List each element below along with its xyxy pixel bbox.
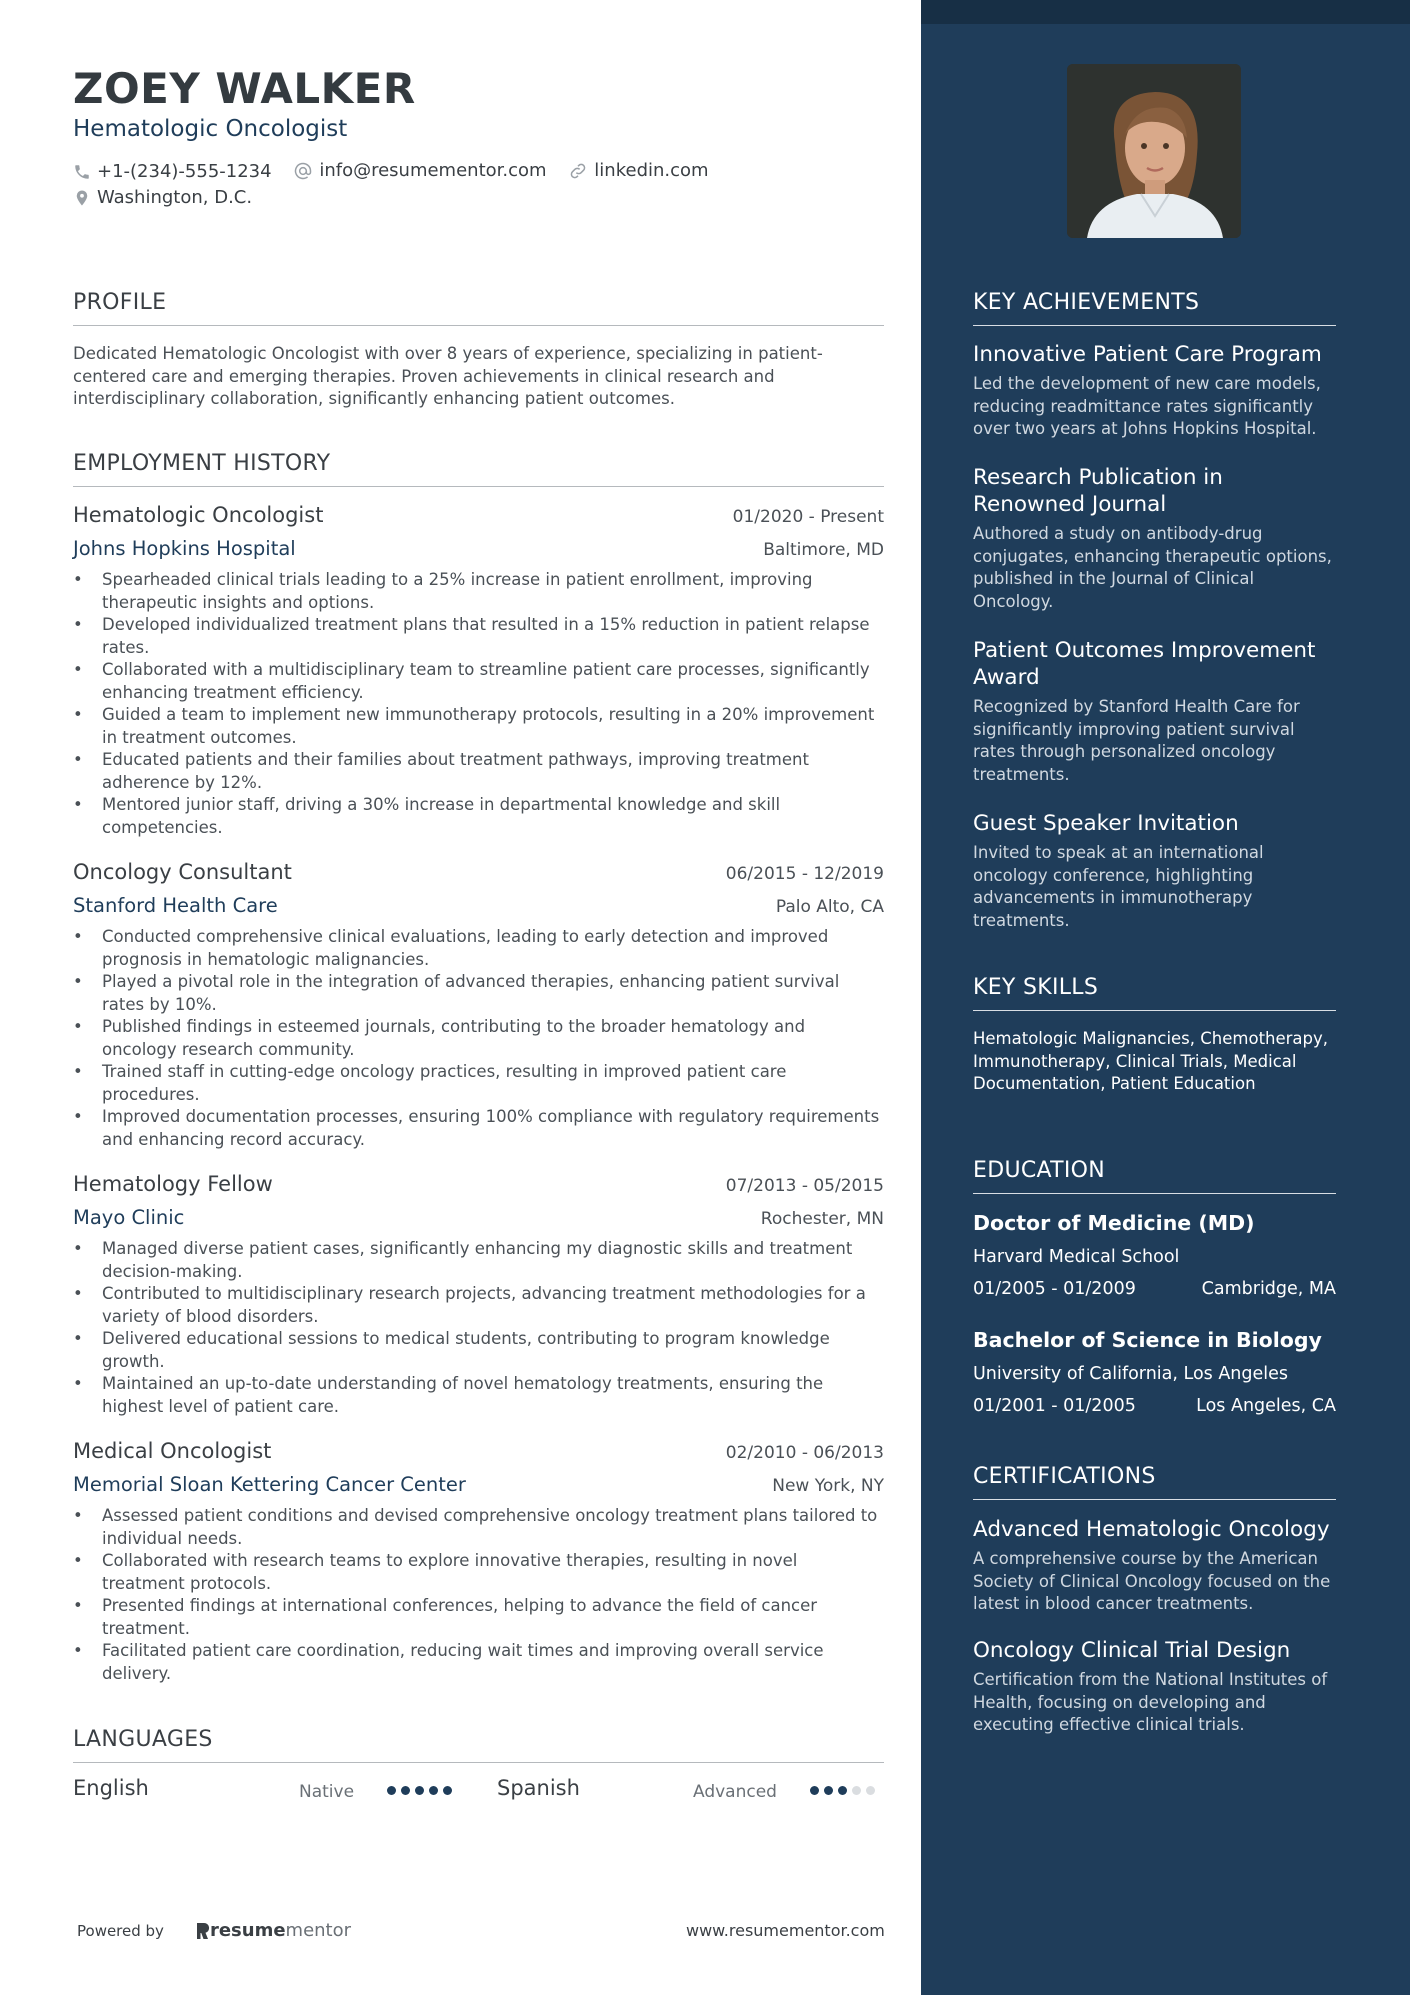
achievement-title: Patient Outcomes Improvement Award <box>973 638 1316 690</box>
achievement-title: Innovative Patient Care Program <box>973 342 1322 367</box>
rating-dot-filled <box>810 1786 819 1795</box>
certification-item <box>973 1516 1336 1616</box>
profile-photo <box>1067 64 1241 238</box>
job-bullet: • Guided a team to implement new immunotherapy protocols, resulting in a 20% improvement in treatment outcomes. <box>73 704 884 749</box>
achievement-text: Authored a study on antibody-drug conjugates, enhancing therapeutic options, published in the Journal of Clinical Oncology. <box>973 524 1332 611</box>
job-entry <box>73 1172 884 1418</box>
job-bullets <box>73 1505 884 1685</box>
certification-text: Certification from the National Institutes of Health, focusing on developing and executing effective clinical trials. <box>973 1670 1328 1734</box>
education-heading: EDUCATION <box>973 1158 1336 1194</box>
rating-dot-filled <box>443 1786 452 1795</box>
contact-location <box>73 187 268 213</box>
job-bullets <box>73 926 884 1151</box>
portrait-image <box>1067 64 1241 238</box>
phone-text: +1-(234)-555-1234 <box>97 161 272 182</box>
rating-dot-filled <box>401 1786 410 1795</box>
job-bullets <box>73 1238 884 1418</box>
certifications-heading: CERTIFICATIONS <box>973 1464 1336 1500</box>
education-degree: Doctor of Medicine (MD) <box>973 1211 1255 1235</box>
job-dates: 06/2015 - 12/2019 <box>725 864 884 884</box>
job-dates: 02/2010 - 06/2013 <box>725 1443 884 1463</box>
job-dates: 07/2013 - 05/2015 <box>725 1176 884 1196</box>
job-company: Memorial Sloan Kettering Cancer Center <box>73 1473 466 1496</box>
job-bullet: • Developed individualized treatment plans that resulted in a 15% reduction in patient relapse rates. <box>73 614 884 659</box>
job-bullet: • Presented findings at international conferences, helping to advance the field of cancer treatment. <box>73 1595 884 1640</box>
footer-website[interactable]: www.resumementor.com <box>686 1921 885 1940</box>
languages-heading: LANGUAGES <box>73 1727 884 1763</box>
rating-dot-filled <box>387 1786 396 1795</box>
rating-dot-filled <box>429 1786 438 1795</box>
candidate-name: ZOEY WALKER <box>73 64 416 113</box>
education-dates: 01/2001 - 01/2005 <box>973 1396 1136 1416</box>
job-company: Johns Hopkins Hospital <box>73 537 296 560</box>
achievement-item <box>973 464 1336 613</box>
job-title: Hematology Fellow <box>73 1172 273 1196</box>
job-bullet: • Published findings in esteemed journals, contributing to the broader hematology and oncology research community. <box>73 1016 884 1061</box>
job-bullet: • Maintained an up-to-date understanding of novel hematology treatments, ensuring the highest level of patient care. <box>73 1373 884 1418</box>
achievements-heading: KEY ACHIEVEMENTS <box>973 290 1336 326</box>
job-bullet: • Facilitated patient care coordination, reducing wait times and improving overall service delivery. <box>73 1640 884 1685</box>
job-bullet: • Mentored junior staff, driving a 30% increase in departmental knowledge and skill competencies. <box>73 794 884 839</box>
education-degree: Bachelor of Science in Biology <box>973 1328 1322 1352</box>
job-company: Mayo Clinic <box>73 1206 185 1229</box>
achievement-item <box>973 341 1336 441</box>
job-bullet: • Spearheaded clinical trials leading to a 25% increase in patient enrollment, improving therapeutic insights and options. <box>73 569 884 614</box>
job-bullet: • Assessed patient conditions and devised comprehensive oncology treatment plans tailored to individual needs. <box>73 1505 884 1550</box>
job-bullet: • Managed diverse patient cases, significantly enhancing my diagnostic skills and treatment decision-making. <box>73 1238 884 1283</box>
education-location: Los Angeles, CA <box>1196 1396 1336 1416</box>
location-pin-icon <box>73 188 91 208</box>
achievement-text: Led the development of new care models, reducing readmittance rates significantly over two years at Johns Hopkins Hospital. <box>973 374 1321 438</box>
achievement-item <box>973 810 1336 932</box>
job-bullet: • Played a pivotal role in the integration of advanced therapies, enhancing patient survival rates by 10%. <box>73 971 884 1016</box>
phone-icon <box>73 163 91 181</box>
at-icon <box>293 161 313 181</box>
resumementor-logo-icon <box>194 1921 210 1941</box>
certification-text: A comprehensive course by the American Society of Clinical Oncology focused on the latest in blood cancer treatments. <box>973 1549 1331 1613</box>
certification-item <box>973 1637 1336 1737</box>
profile-heading: PROFILE <box>73 290 884 326</box>
language-rating <box>387 1786 457 1795</box>
job-bullet: • Trained staff in cutting-edge oncology practices, resulting in improved patient care procedures. <box>73 1061 884 1106</box>
linkedin-text: linkedin.com <box>594 160 709 181</box>
certification-title: Advanced Hematologic Oncology <box>973 1517 1330 1542</box>
rating-dot-empty <box>866 1786 875 1795</box>
contact-phone[interactable] <box>73 161 272 182</box>
job-bullets <box>73 569 884 839</box>
achievement-title: Research Publication in Renowned Journal <box>973 465 1223 517</box>
language-level: Native <box>299 1782 355 1802</box>
job-title: Oncology Consultant <box>73 860 292 884</box>
job-location: Palo Alto, CA <box>775 897 884 917</box>
job-location: Rochester, MN <box>760 1209 884 1229</box>
language-rating <box>810 1786 880 1795</box>
job-bullet: • Educated patients and their families about treatment pathways, improving treatment adherence by 12%. <box>73 749 884 794</box>
job-location: Baltimore, MD <box>763 540 884 560</box>
job-dates: 01/2020 - Present <box>732 507 884 527</box>
brand-logo[interactable] <box>194 1920 351 1941</box>
education-item <box>973 1328 1336 1416</box>
achievement-item <box>973 637 1336 786</box>
candidate-role: Hematologic Oncologist <box>73 116 348 142</box>
education-school: Harvard Medical School <box>973 1247 1180 1267</box>
rating-dot-filled <box>838 1786 847 1795</box>
rating-dot-empty <box>852 1786 861 1795</box>
job-bullet: • Collaborated with research teams to explore innovative therapies, resulting in novel treatment protocols. <box>73 1550 884 1595</box>
location-text: Washington, D.C. <box>97 187 253 208</box>
job-bullet: • Collaborated with a multidisciplinary team to streamline patient care processes, significantly enhancing treatment efficiency. <box>73 659 884 704</box>
achievement-title: Guest Speaker Invitation <box>973 811 1239 836</box>
skills-heading: KEY SKILLS <box>973 975 1336 1011</box>
language-name: Spanish <box>497 1776 580 1800</box>
email-text: info@resumementor.com <box>319 160 547 181</box>
education-item <box>973 1211 1336 1299</box>
rating-dot-filled <box>824 1786 833 1795</box>
job-bullet: • Conducted comprehensive clinical evaluations, leading to early detection and improved prognosis in hematologic malignancies. <box>73 926 884 971</box>
education-location: Cambridge, MA <box>1201 1279 1336 1299</box>
job-bullet: • Improved documentation processes, ensuring 100% compliance with regulatory requirements and enhancing record accuracy. <box>73 1106 884 1151</box>
contact-email[interactable] <box>293 160 546 181</box>
job-company: Stanford Health Care <box>73 894 278 917</box>
link-icon <box>568 161 588 181</box>
sidebar-top-bar <box>921 0 1410 24</box>
footer-powered <box>77 1920 351 1941</box>
achievement-text: Recognized by Stanford Health Care for significantly improving patient survival rates through personalized oncology treatments. <box>973 697 1300 784</box>
job-entry <box>73 1439 884 1685</box>
job-location: New York, NY <box>772 1476 884 1496</box>
achievement-text: Invited to speak at an international oncology conference, highlighting advancements in immunotherapy treatments. <box>973 843 1264 930</box>
rating-dot-filled <box>415 1786 424 1795</box>
job-entry <box>73 860 884 1151</box>
job-bullet: • Delivered educational sessions to medical students, contributing to program knowledge growth. <box>73 1328 884 1373</box>
job-title: Hematologic Oncologist <box>73 503 324 527</box>
job-title: Medical Oncologist <box>73 1439 272 1463</box>
employment-heading: EMPLOYMENT HISTORY <box>73 451 884 487</box>
powered-by-text: Powered by <box>77 1921 164 1940</box>
job-entry <box>73 503 884 839</box>
contact-linkedin[interactable] <box>568 160 708 181</box>
job-bullet: • Contributed to multidisciplinary research projects, advancing treatment methodologies for a variety of blood disorders. <box>73 1283 884 1328</box>
language-name: English <box>73 1776 149 1800</box>
contact-line <box>73 160 725 186</box>
certification-title: Oncology Clinical Trial Design <box>973 1638 1291 1663</box>
brand-light: mentor <box>285 1920 352 1941</box>
skills-text: Hematologic Malignancies, Chemotherapy, Immunotherapy, Clinical Trials, Medical Documentation, Patient Education <box>973 1029 1329 1093</box>
education-school: University of California, Los Angeles <box>973 1364 1289 1384</box>
profile-text: Dedicated Hematologic Oncologist with over 8 years of experience, specializing in patient-centered care and emerging therapies. Proven achievements in clinical research and interdisciplinary collaboration, significantly enhancing patient outcomes. <box>73 344 823 408</box>
education-dates: 01/2005 - 01/2009 <box>973 1279 1136 1299</box>
brand-bold: resume <box>209 1920 286 1941</box>
language-level: Advanced <box>693 1782 777 1802</box>
